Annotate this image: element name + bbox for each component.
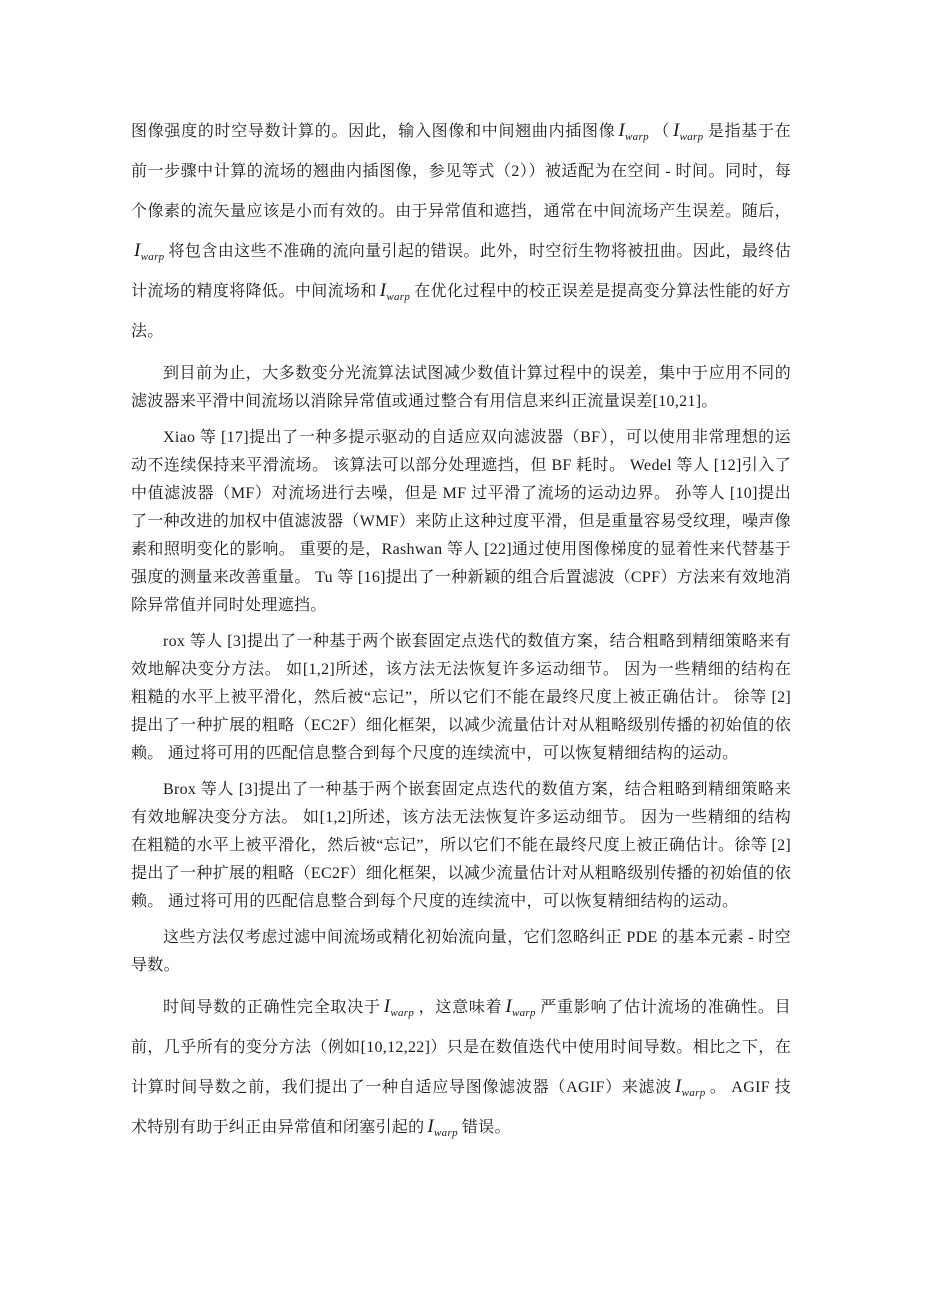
formula-base: I: [134, 240, 141, 261]
formula-base: I: [672, 120, 680, 141]
formula-base: I: [383, 996, 391, 1017]
iwarp-inline-formula: [670, 120, 707, 143]
formula-base: I: [618, 120, 626, 141]
paragraph-text: 错误。: [461, 1119, 511, 1136]
paragraph-text: rox 等人 [3]提出了一种基于两个嵌套固定点迭代的数值方案，结合粗略到精细策略来有效地解决变分方法。 如[1,2]所述，该方法无法恢复许多运动细节。 因为一些精细的结构在粗糙的水平上被平滑化，然后被“忘记”，所以它们不能在最终尺度上被正确估计。 徐等 [2]提出了一种扩展的粗略（EC2F）细化框架，以减少流量估计对从粗略级别传播的初始值的依赖。 通过将可用的匹配信息整合到每个尺度的连续流中，可以恢复精细结构的运动。: [131, 633, 791, 762]
iwarp-inline-formula: [502, 996, 539, 1019]
formula-subscript: warp: [386, 291, 411, 303]
paragraph-text: 是指基于在前一步骤中计算的流场的翘曲内插图像，参见等式（2））被适配为在空间 - 时间。同时，每个像素的流矢量应该是小而有效的。由于异常值和遮挡，通常在中间流场产生误差。随后，: [131, 123, 791, 220]
iwarp-inline-formula: [424, 1116, 461, 1139]
formula-subscript: warp: [390, 1007, 415, 1019]
paragraph-text: 图像强度的时空导数计算的。因此，输入图像和中间翘曲内插图像: [131, 123, 616, 140]
formula-base: I: [379, 280, 387, 301]
paragraph-6: [131, 924, 791, 980]
iwarp-inline-formula: [131, 240, 168, 263]
formula-subscript: warp: [511, 1007, 536, 1019]
iwarp-inline-formula: [615, 120, 652, 143]
formula-subscript: warp: [679, 131, 704, 143]
formula-subscript: warp: [434, 1127, 458, 1139]
paragraph-7: [131, 988, 791, 1148]
paragraph-text: ，这意味着: [418, 999, 503, 1016]
formula-subscript: warp: [140, 251, 165, 263]
paragraph-5: [131, 776, 791, 916]
paragraph-text: 时间导数的正确性完全取决于: [163, 999, 381, 1016]
paragraph-3: [131, 424, 791, 620]
formula-subscript: warp: [681, 1087, 706, 1099]
formula-base: I: [505, 996, 512, 1017]
paragraph-text: 在优化过程中的校正误差是提高变分算法性能的好方法。: [131, 283, 791, 340]
formula-base: I: [427, 1116, 435, 1137]
paragraph-text: 。 AGIF 技术特别有助于纠正由异常值和闭塞引起的: [131, 1079, 791, 1136]
formula-subscript: warp: [625, 131, 649, 143]
paragraph-text: 这些方法仅考虑过滤中间流场或精化初始流向量，它们忽略纠正 PDE 的基本元素 - 时空导数。: [131, 929, 791, 974]
paragraph-text: （: [652, 123, 670, 140]
iwarp-inline-formula: [377, 280, 414, 303]
paragraph-1: [131, 112, 791, 352]
iwarp-inline-formula: [672, 1076, 709, 1099]
formula-base: I: [675, 1076, 682, 1097]
paragraph-text: Brox 等人 [3]提出了一种基于两个嵌套固定点迭代的数值方案，结合粗略到精细策略来有效地解决变分方法。 如[1,2]所述，该方法无法恢复许多运动细节。 因为一些精细的结构在粗糙的水平上被平滑化，然后被“忘记”，所以它们不能在最终尺度上被正确估计。徐等 [2]提出了一种扩展的粗略（EC2F）细化框架，以减少流量估计对从粗略级别传播的初始值的依赖。 通过将可用的匹配信息整合到每个尺度的连续流中，可以恢复精细结构的运动。: [131, 781, 791, 910]
paragraph-text: 到目前为止，大多数变分光流算法试图减少数值计算过程中的误差，集中于应用不同的滤波器来平滑中间流场以消除异常值或通过整合有用信息来纠正流量误差[10,21]。: [131, 365, 791, 410]
paragraph-2: [131, 360, 791, 416]
paragraph-text: 严重影响了估计流场的准确性。目前，几乎所有的变分方法（例如[10,12,22]）只是在数值迭代中使用时间导数。相比之下，在计算时间导数之前，我们提出了一种自适应导图像滤波器（AGIF）来滤波: [131, 999, 791, 1096]
paragraph-text: Xiao 等 [17]提出了一种多提示驱动的自适应双向滤波器（BF），可以使用非常理想的运动不连续保持来平滑流场。 该算法可以部分处理遮挡，但 BF 耗时。 Wedel 等人 [12]引入了中值滤波器（MF）对流场进行去噪，但是 MF 过平滑了流场的运动边界。 孙等人 [10]提出了一种改进的加权中值滤波器（WMF）来防止这种过度平滑，但是重量容易受纹理，噪声像素和照明变化的影响。 重要的是，Rashwan 等人 [22]通过使用图像梯度的显着性来代替基于强度的测量来改善重量。 Tu 等 [16]提出了一种新颖的组合后置滤波（CPF）方法来有效地消除异常值并同时处理遮挡。: [131, 429, 791, 614]
paragraph-4: [131, 628, 791, 768]
iwarp-inline-formula: [381, 996, 418, 1019]
text-block: [131, 112, 791, 1156]
paragraph-text: 将包含由这些不准确的流向量引起的错误。此外，时空衍生物将被扭曲。因此，最终估计流场的精度将降低。中间流场和: [131, 243, 791, 300]
